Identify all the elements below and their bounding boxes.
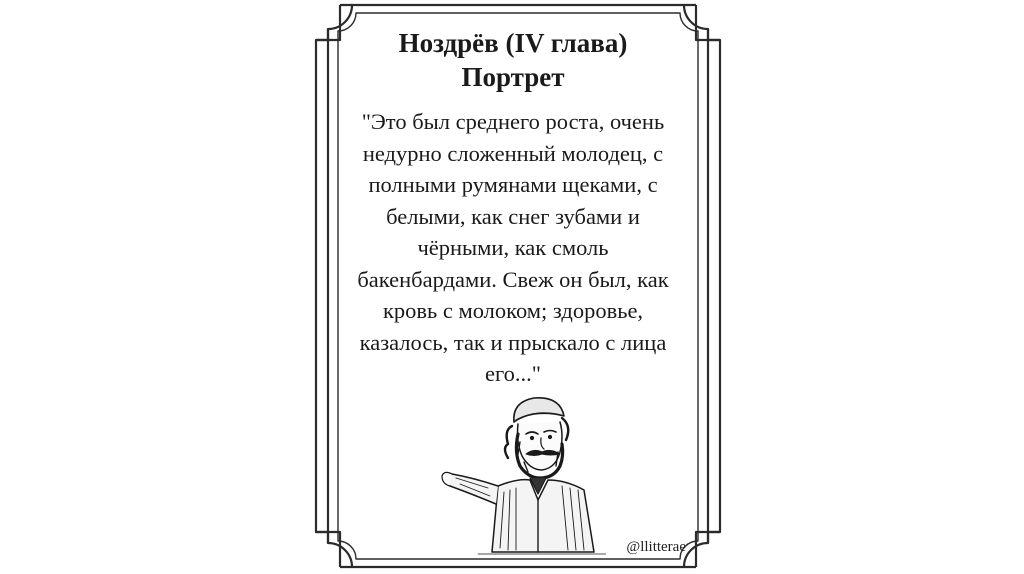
quote-line: бакенбардами. Свеж он был, как — [357, 266, 669, 292]
quote-line: казалось, так и прыскало с лица — [359, 329, 667, 355]
author-credit: @llitterae — [626, 539, 686, 555]
quote-line: чёрными, как смоль — [417, 235, 609, 260]
card-title — [320, 18, 706, 94]
quote-line: недурно сложенный молодец, с — [362, 140, 664, 166]
title-line-1: Ноздрёв (IV глава) — [398, 28, 628, 58]
quote-line: кровь с молоком; здоровье, — [382, 298, 644, 323]
quote-line: полными румянами щеками, с — [368, 172, 658, 197]
nozdryov-portrait-icon — [438, 382, 606, 562]
quote-line: белыми, как снег зубами и — [386, 203, 640, 229]
title-line-2: Портрет — [461, 62, 565, 92]
quote-card — [320, 18, 706, 566]
quote-line: "Это был среднего роста, очень — [361, 109, 665, 134]
quote-line: его..." — [485, 361, 541, 386]
quote-text — [320, 106, 706, 390]
